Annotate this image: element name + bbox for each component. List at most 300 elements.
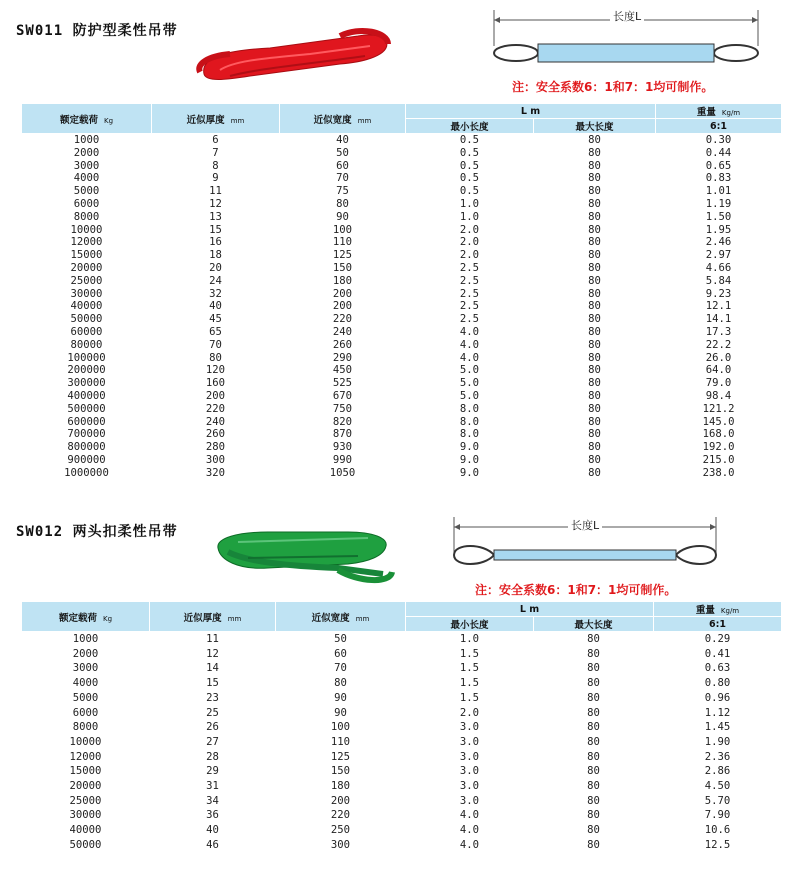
thickness-cell: 11 [209, 185, 222, 198]
table-row [22, 454, 782, 467]
min-length-cell: 3.0 [459, 780, 480, 793]
min-length-cell: 0.5 [459, 159, 480, 172]
min-length-cell: 4.0 [459, 325, 480, 338]
header-load: 额定载荷 Kg [22, 104, 152, 134]
load-cell: 20000 [70, 261, 103, 274]
thickness-cell: 220 [205, 402, 226, 415]
max-length-cell: 80 [587, 780, 600, 793]
thickness-cell: 65 [209, 325, 222, 338]
weight-cell: 79.0 [705, 377, 732, 390]
thickness-cell: 15 [209, 223, 222, 236]
min-length-cell: 1.0 [459, 633, 480, 645]
thickness-cell: 26 [206, 721, 219, 734]
thickness-cell: 280 [205, 441, 226, 454]
width-cell: 180 [330, 780, 351, 793]
width-cell: 110 [332, 236, 353, 249]
weight-cell: 1.01 [705, 185, 732, 198]
weight-cell: 0.63 [704, 662, 731, 675]
min-length-cell: 4.0 [459, 838, 480, 851]
table-row [22, 416, 782, 429]
width-cell: 100 [330, 721, 351, 734]
load-cell: 4000 [73, 172, 100, 185]
load-cell: 3000 [72, 662, 99, 675]
diagram-length-label: 长度L [610, 8, 644, 24]
width-cell: 60 [336, 159, 349, 172]
load-cell: 60000 [70, 325, 103, 338]
thickness-cell: 36 [206, 809, 219, 822]
weight-cell: 17.3 [705, 325, 732, 338]
weight-cell: 64.0 [705, 364, 732, 377]
thickness-cell: 14 [206, 662, 219, 675]
header-max-length: 最大长度 [534, 617, 654, 632]
weight-cell: 145.0 [702, 415, 735, 428]
load-cell: 900000 [67, 453, 106, 466]
header-ratio: 6:1 [654, 617, 782, 632]
weight-cell: 0.83 [705, 172, 732, 185]
weight-cell: 0.96 [704, 691, 731, 704]
max-length-cell: 80 [588, 236, 601, 249]
load-cell: 700000 [67, 428, 106, 441]
table-row [22, 661, 782, 676]
spec-table [21, 103, 782, 480]
table-row [22, 198, 782, 211]
thickness-cell: 6 [212, 134, 219, 146]
table-row [22, 428, 782, 441]
load-cell: 200000 [67, 364, 106, 377]
min-length-cell: 1.0 [459, 197, 480, 210]
thickness-cell: 160 [205, 377, 226, 390]
width-cell: 820 [332, 415, 353, 428]
max-length-cell: 80 [587, 633, 600, 645]
load-cell: 10000 [70, 223, 103, 236]
max-length-cell: 80 [588, 351, 601, 364]
max-length-cell: 80 [587, 735, 600, 748]
width-cell: 990 [332, 453, 353, 466]
max-length-cell: 80 [588, 300, 601, 313]
thickness-cell: 200 [205, 389, 226, 402]
header-width: 近似宽度 mm [280, 104, 406, 134]
thickness-cell: 34 [206, 794, 219, 807]
weight-cell: 1.90 [704, 735, 731, 748]
max-length-cell: 80 [588, 389, 601, 402]
table-row [22, 300, 782, 313]
max-length-cell: 80 [588, 364, 601, 377]
table-row [22, 691, 782, 706]
table-row [22, 185, 782, 198]
weight-cell: 1.19 [705, 197, 732, 210]
load-cell: 80000 [70, 338, 103, 351]
weight-cell: 98.4 [705, 389, 732, 402]
product-section-sw012 [0, 507, 800, 875]
min-length-cell: 4.0 [459, 824, 480, 837]
diagram-length-label: 长度L [568, 517, 602, 533]
weight-cell: 9.23 [705, 287, 732, 300]
min-length-cell: 3.0 [459, 721, 480, 734]
width-cell: 750 [332, 402, 353, 415]
width-cell: 125 [330, 750, 351, 763]
weight-cell: 2.86 [704, 765, 731, 778]
product-title: SW012 两头扣柔性吊带 [16, 524, 178, 540]
width-cell: 75 [336, 185, 349, 198]
min-length-cell: 3.0 [459, 735, 480, 748]
load-cell: 6000 [73, 197, 100, 210]
header-thickness: 近似厚度 mm [150, 602, 276, 632]
weight-cell: 5.84 [705, 274, 732, 287]
width-cell: 90 [334, 706, 347, 719]
width-cell: 260 [332, 338, 353, 351]
table-row [22, 441, 782, 454]
min-length-cell: 1.5 [459, 647, 480, 660]
table-row [22, 288, 782, 301]
width-cell: 240 [332, 325, 353, 338]
table-row [22, 720, 782, 735]
product-title: SW011 防护型柔性吊带 [16, 23, 178, 39]
load-cell: 12000 [69, 750, 102, 763]
table-row [22, 249, 782, 262]
max-length-cell: 80 [588, 261, 601, 274]
thickness-cell: 40 [209, 300, 222, 313]
header-weight: 重量 Kg/m [654, 602, 782, 617]
thickness-cell: 29 [206, 765, 219, 778]
min-length-cell: 2.5 [459, 300, 480, 313]
header-min-length: 最小长度 [406, 119, 534, 134]
load-cell: 10000 [69, 735, 102, 748]
load-cell: 500000 [67, 402, 106, 415]
weight-cell: 4.66 [705, 261, 732, 274]
safety-note: 注：安全系数6：1和7：1均可制作。 [512, 80, 714, 94]
load-cell: 4000 [72, 677, 99, 690]
thickness-cell: 300 [205, 453, 226, 466]
thickness-cell: 32 [209, 287, 222, 300]
load-cell: 15000 [70, 249, 103, 262]
max-length-cell: 80 [587, 647, 600, 660]
table-row [22, 275, 782, 288]
load-cell: 2000 [73, 146, 100, 159]
table-row [22, 779, 782, 794]
width-cell: 90 [336, 210, 349, 223]
thickness-cell: 15 [206, 677, 219, 690]
max-length-cell: 80 [588, 402, 601, 415]
max-length-cell: 80 [588, 415, 601, 428]
weight-cell: 10.6 [704, 824, 731, 837]
min-length-cell: 2.0 [459, 706, 480, 719]
load-cell: 40000 [70, 300, 103, 313]
min-length-cell: 5.0 [459, 377, 480, 390]
weight-cell: 26.0 [705, 351, 732, 364]
thickness-cell: 12 [206, 647, 219, 660]
width-cell: 90 [334, 691, 347, 704]
max-length-cell: 80 [588, 441, 601, 454]
load-cell: 15000 [69, 765, 102, 778]
width-cell: 125 [332, 249, 353, 262]
table-row [22, 211, 782, 224]
load-cell: 8000 [73, 210, 100, 223]
thickness-cell: 260 [205, 428, 226, 441]
thickness-cell: 120 [205, 364, 226, 377]
max-length-cell: 80 [588, 223, 601, 236]
max-length-cell: 80 [588, 146, 601, 159]
weight-cell: 121.2 [702, 402, 735, 415]
width-cell: 200 [332, 300, 353, 313]
max-length-cell: 80 [588, 249, 601, 262]
max-length-cell: 80 [587, 765, 600, 778]
load-cell: 30000 [69, 809, 102, 822]
max-length-cell: 80 [587, 691, 600, 704]
load-cell: 20000 [69, 780, 102, 793]
header-max-length: 最大长度 [534, 119, 656, 134]
weight-cell: 14.1 [705, 313, 732, 326]
width-cell: 50 [334, 633, 347, 645]
max-length-cell: 80 [587, 677, 600, 690]
table-row [22, 339, 782, 352]
min-length-cell: 2.5 [459, 274, 480, 287]
width-cell: 70 [334, 662, 347, 675]
weight-cell: 12.1 [705, 300, 732, 313]
weight-cell: 0.80 [704, 677, 731, 690]
load-cell: 1000 [72, 633, 99, 645]
width-cell: 80 [336, 197, 349, 210]
min-length-cell: 4.0 [459, 351, 480, 364]
load-cell: 30000 [70, 287, 103, 300]
width-cell: 290 [332, 351, 353, 364]
header-min-length: 最小长度 [406, 617, 534, 632]
header-width: 近似宽度 mm [276, 602, 406, 632]
min-length-cell: 5.0 [459, 364, 480, 377]
load-cell: 100000 [67, 351, 106, 364]
weight-cell: 2.97 [705, 249, 732, 262]
load-cell: 300000 [67, 377, 106, 390]
max-length-cell: 80 [588, 274, 601, 287]
min-length-cell: 3.0 [459, 794, 480, 807]
load-cell: 25000 [70, 274, 103, 287]
header-load: 额定载荷 Kg [22, 602, 150, 632]
width-cell: 930 [332, 441, 353, 454]
width-cell: 110 [330, 735, 351, 748]
min-length-cell: 2.0 [459, 249, 480, 262]
width-cell: 80 [334, 677, 347, 690]
load-cell: 5000 [72, 691, 99, 704]
table-row [22, 262, 782, 275]
header-weight: 重量 Kg/m [656, 104, 782, 119]
thickness-cell: 9 [212, 172, 219, 185]
table-row [22, 147, 782, 160]
max-length-cell: 80 [587, 794, 600, 807]
load-cell: 50000 [70, 313, 103, 326]
max-length-cell: 80 [588, 377, 601, 390]
min-length-cell: 1.5 [459, 677, 480, 690]
table-row [22, 313, 782, 326]
thickness-cell: 8 [212, 159, 219, 172]
thickness-cell: 320 [205, 466, 226, 479]
weight-cell: 0.29 [704, 633, 731, 645]
load-cell: 5000 [73, 185, 100, 198]
width-cell: 450 [332, 364, 353, 377]
width-cell: 100 [332, 223, 353, 236]
load-cell: 1000 [73, 134, 100, 146]
min-length-cell: 0.5 [459, 172, 480, 185]
width-cell: 150 [332, 261, 353, 274]
table-row [22, 823, 782, 838]
max-length-cell: 80 [587, 706, 600, 719]
table-row [22, 364, 782, 377]
min-length-cell: 0.5 [459, 185, 480, 198]
table-row [22, 735, 782, 750]
weight-cell: 4.50 [704, 780, 731, 793]
min-length-cell: 8.0 [459, 428, 480, 441]
table-row [22, 224, 782, 237]
thickness-cell: 28 [206, 750, 219, 763]
weight-cell: 2.46 [705, 236, 732, 249]
thickness-cell: 20 [209, 261, 222, 274]
min-length-cell: 8.0 [459, 402, 480, 415]
weight-cell: 12.5 [704, 838, 731, 851]
table-row [22, 838, 782, 853]
table-row [22, 403, 782, 416]
min-length-cell: 4.0 [459, 338, 480, 351]
width-cell: 200 [332, 287, 353, 300]
width-cell: 220 [332, 313, 353, 326]
table-row [22, 808, 782, 823]
width-cell: 250 [330, 824, 351, 837]
table-row [22, 632, 782, 647]
min-length-cell: 2.0 [459, 223, 480, 236]
header-ratio: 6:1 [656, 119, 782, 134]
load-cell: 8000 [72, 721, 99, 734]
max-length-cell: 80 [588, 313, 601, 326]
min-length-cell: 4.0 [459, 809, 480, 822]
thickness-cell: 25 [206, 706, 219, 719]
load-cell: 3000 [73, 159, 100, 172]
thickness-cell: 24 [209, 274, 222, 287]
width-cell: 870 [332, 428, 353, 441]
table-row [22, 750, 782, 765]
load-cell: 400000 [67, 389, 106, 402]
weight-cell: 22.2 [705, 338, 732, 351]
thickness-cell: 11 [206, 633, 219, 645]
min-length-cell: 8.0 [459, 415, 480, 428]
header-length: L m [406, 104, 656, 119]
table-row [22, 676, 782, 691]
min-length-cell: 1.5 [459, 662, 480, 675]
safety-note: 注：安全系数6：1和7：1均可制作。 [475, 583, 677, 597]
max-length-cell: 80 [588, 210, 601, 223]
weight-cell: 1.95 [705, 223, 732, 236]
width-cell: 180 [332, 274, 353, 287]
load-cell: 12000 [70, 236, 103, 249]
width-cell: 60 [334, 647, 347, 660]
load-cell: 6000 [72, 706, 99, 719]
spec-table-body [22, 134, 782, 480]
thickness-cell: 16 [209, 236, 222, 249]
weight-cell: 0.30 [705, 134, 732, 146]
min-length-cell: 1.0 [459, 210, 480, 223]
green-sling-photo [208, 512, 398, 592]
width-cell: 300 [330, 838, 351, 851]
max-length-cell: 80 [588, 466, 601, 479]
max-length-cell: 80 [587, 750, 600, 763]
header-length: L m [406, 602, 654, 617]
load-cell: 800000 [67, 441, 106, 454]
max-length-cell: 80 [588, 287, 601, 300]
max-length-cell: 80 [587, 721, 600, 734]
max-length-cell: 80 [588, 428, 601, 441]
min-length-cell: 9.0 [459, 466, 480, 479]
min-length-cell: 3.0 [459, 765, 480, 778]
thickness-cell: 7 [212, 146, 219, 159]
table-row [22, 377, 782, 390]
max-length-cell: 80 [588, 325, 601, 338]
max-length-cell: 80 [587, 662, 600, 675]
min-length-cell: 2.5 [459, 287, 480, 300]
min-length-cell: 9.0 [459, 453, 480, 466]
weight-cell: 238.0 [702, 466, 735, 479]
table-row [22, 794, 782, 809]
thickness-cell: 31 [206, 780, 219, 793]
spec-table-body [22, 632, 782, 853]
weight-cell: 2.36 [704, 750, 731, 763]
max-length-cell: 80 [587, 809, 600, 822]
width-cell: 200 [330, 794, 351, 807]
width-cell: 50 [336, 146, 349, 159]
load-cell: 50000 [69, 838, 102, 851]
table-row [22, 236, 782, 249]
max-length-cell: 80 [588, 197, 601, 210]
thickness-cell: 80 [209, 351, 222, 364]
load-cell: 25000 [69, 794, 102, 807]
width-cell: 220 [330, 809, 351, 822]
red-sling-photo [190, 6, 395, 86]
thickness-cell: 12 [209, 197, 222, 210]
load-cell: 40000 [69, 824, 102, 837]
thickness-cell: 13 [209, 210, 222, 223]
thickness-cell: 240 [205, 415, 226, 428]
weight-cell: 192.0 [702, 441, 735, 454]
table-row [22, 764, 782, 779]
width-cell: 150 [330, 765, 351, 778]
weight-cell: 215.0 [702, 453, 735, 466]
table-row [22, 352, 782, 365]
min-length-cell: 2.0 [459, 236, 480, 249]
width-cell: 40 [336, 134, 349, 146]
weight-cell: 1.50 [705, 210, 732, 223]
max-length-cell: 80 [588, 172, 601, 185]
spec-table [21, 601, 782, 853]
width-cell: 670 [332, 389, 353, 402]
table-row [22, 326, 782, 339]
max-length-cell: 80 [588, 159, 601, 172]
max-length-cell: 80 [588, 134, 601, 146]
table-row [22, 647, 782, 662]
weight-cell: 0.41 [704, 647, 731, 660]
table-row [22, 134, 782, 147]
thickness-cell: 45 [209, 313, 222, 326]
max-length-cell: 80 [588, 338, 601, 351]
width-cell: 1050 [329, 466, 356, 479]
min-length-cell: 0.5 [459, 134, 480, 146]
thickness-cell: 40 [206, 824, 219, 837]
min-length-cell: 9.0 [459, 441, 480, 454]
load-cell: 2000 [72, 647, 99, 660]
min-length-cell: 0.5 [459, 146, 480, 159]
load-cell: 1000000 [64, 466, 109, 479]
weight-cell: 5.70 [704, 794, 731, 807]
min-length-cell: 2.5 [459, 261, 480, 274]
max-length-cell: 80 [587, 838, 600, 851]
min-length-cell: 1.5 [459, 691, 480, 704]
weight-cell: 1.12 [704, 706, 731, 719]
table-row [22, 706, 782, 721]
header-thickness: 近似厚度 mm [152, 104, 280, 134]
